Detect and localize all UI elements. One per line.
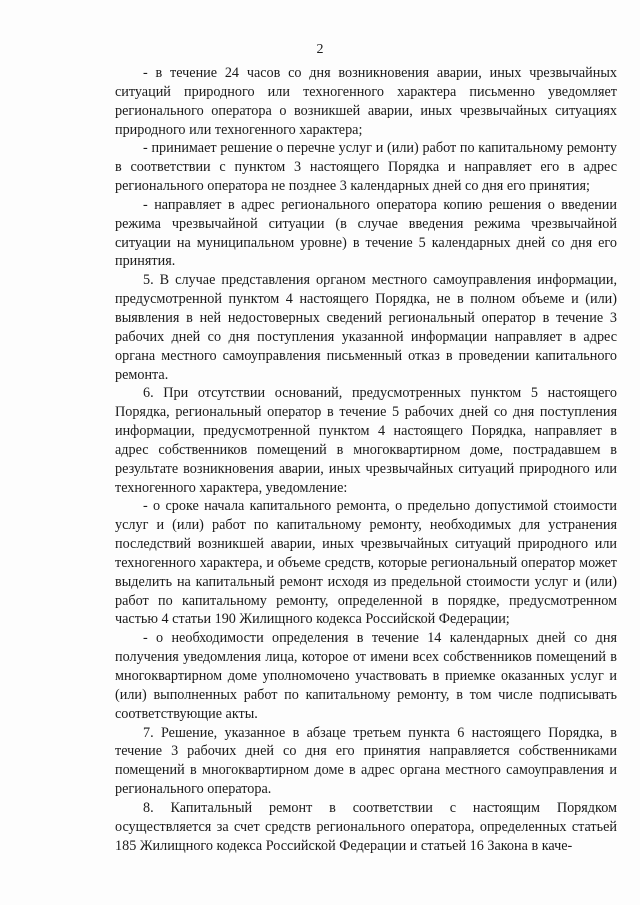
paragraph-emergency-copy: - направляет в адрес регионального оператора копию решения о введении режима чрезвычайной ситуации (в случае введения режима чрезвычайной ситуации на муниципальном уровне) в течение 5 календарных дней со дня его принятия. — [115, 196, 617, 270]
paragraph-item-7: 7. Решение, указанное в абзаце третьем пункта 6 настоящего Порядка, в течение 3 рабочих дней со дня его принятия направляется собственниками помещений в многоквартирном доме в адрес органа местного самоуправления и регионального оператора. — [115, 724, 617, 798]
paragraph-authorized-person: - о необходимости определения в течение 14 календарных дней со дня получения уведомления лица, которое от имени всех собственников помещений в многоквартирном доме уполномочено участвовать в приемке оказанных услуг и (или) выполненных работ по капитальному ремонту, в том числе подписывать соответствующие акты. — [115, 630, 617, 722]
paragraph-repair-start: - о сроке начала капитального ремонта, о предельно допустимой стоимости услуг и (или) работ по капитальному ремонту, необходимых для устранения последствий возникшей аварии, иных чрезвычайных ситуаций природного или техногенного характера, и объеме средств, которые региональный оператор может выделить на капитальный ремонт исходя из предельной стоимости услуг и (или) работ по капитальному ремонту, определенной в порядке, предусмотренном частью 4 статьи 190 Жилищного кодекса Российской Федерации; — [115, 498, 617, 628]
paragraph-item-5: 5. В случае представления органом местного самоуправления информации, предусмотренной пунктом 4 настоящего Порядка, не в полном объеме и (или) выявления в ней недостоверных сведений региональный оператор в течение 3 рабочих дней со дня поступления указанной информации направляет в адрес органа местного самоуправления письменный отказ в проведении капитального ремонта. — [115, 272, 617, 383]
page-number: 2 — [316, 42, 324, 57]
paragraph-decision-services: - принимает решение о перечне услуг и (или) работ по капитальному ремонту в соответствии с пунктом 3 настоящего Порядка и направляет его в адрес регионального оператора не позднее 3 календарных дней со дня его принятия; — [115, 140, 617, 195]
paragraph-notify-operator: - в течение 24 часов со дня возникновения аварии, иных чрезвычайных ситуаций природного или техногенного характера письменно уведомляет регионального оператора о возникшей аварии, иных чрезвычайных ситуациях природного или техногенного характера; — [115, 65, 617, 138]
paragraph-item-8: 8. Капитальный ремонт в соответствии с настоящим Порядком осуществляется за счет средств регионального оператора, определенных статьей 185 Жилищного кодекса Российской Федерации и статьей 16 Закона в каче- — [115, 799, 617, 854]
document-body — [115, 64, 617, 855]
paragraph-item-6: 6. При отсутствии оснований, предусмотренных пунктом 5 настоящего Порядка, региональный оператор в течение 5 рабочих дней со дня поступления информации, предусмотренной пунктом 4 настоящего Порядка, направляет в адрес собственников помещений в многоквартирном доме, пострадавшем в результате возникновения аварии, иных чрезвычайных ситуаций природного или техногенного характера, уведомление: — [115, 385, 617, 496]
